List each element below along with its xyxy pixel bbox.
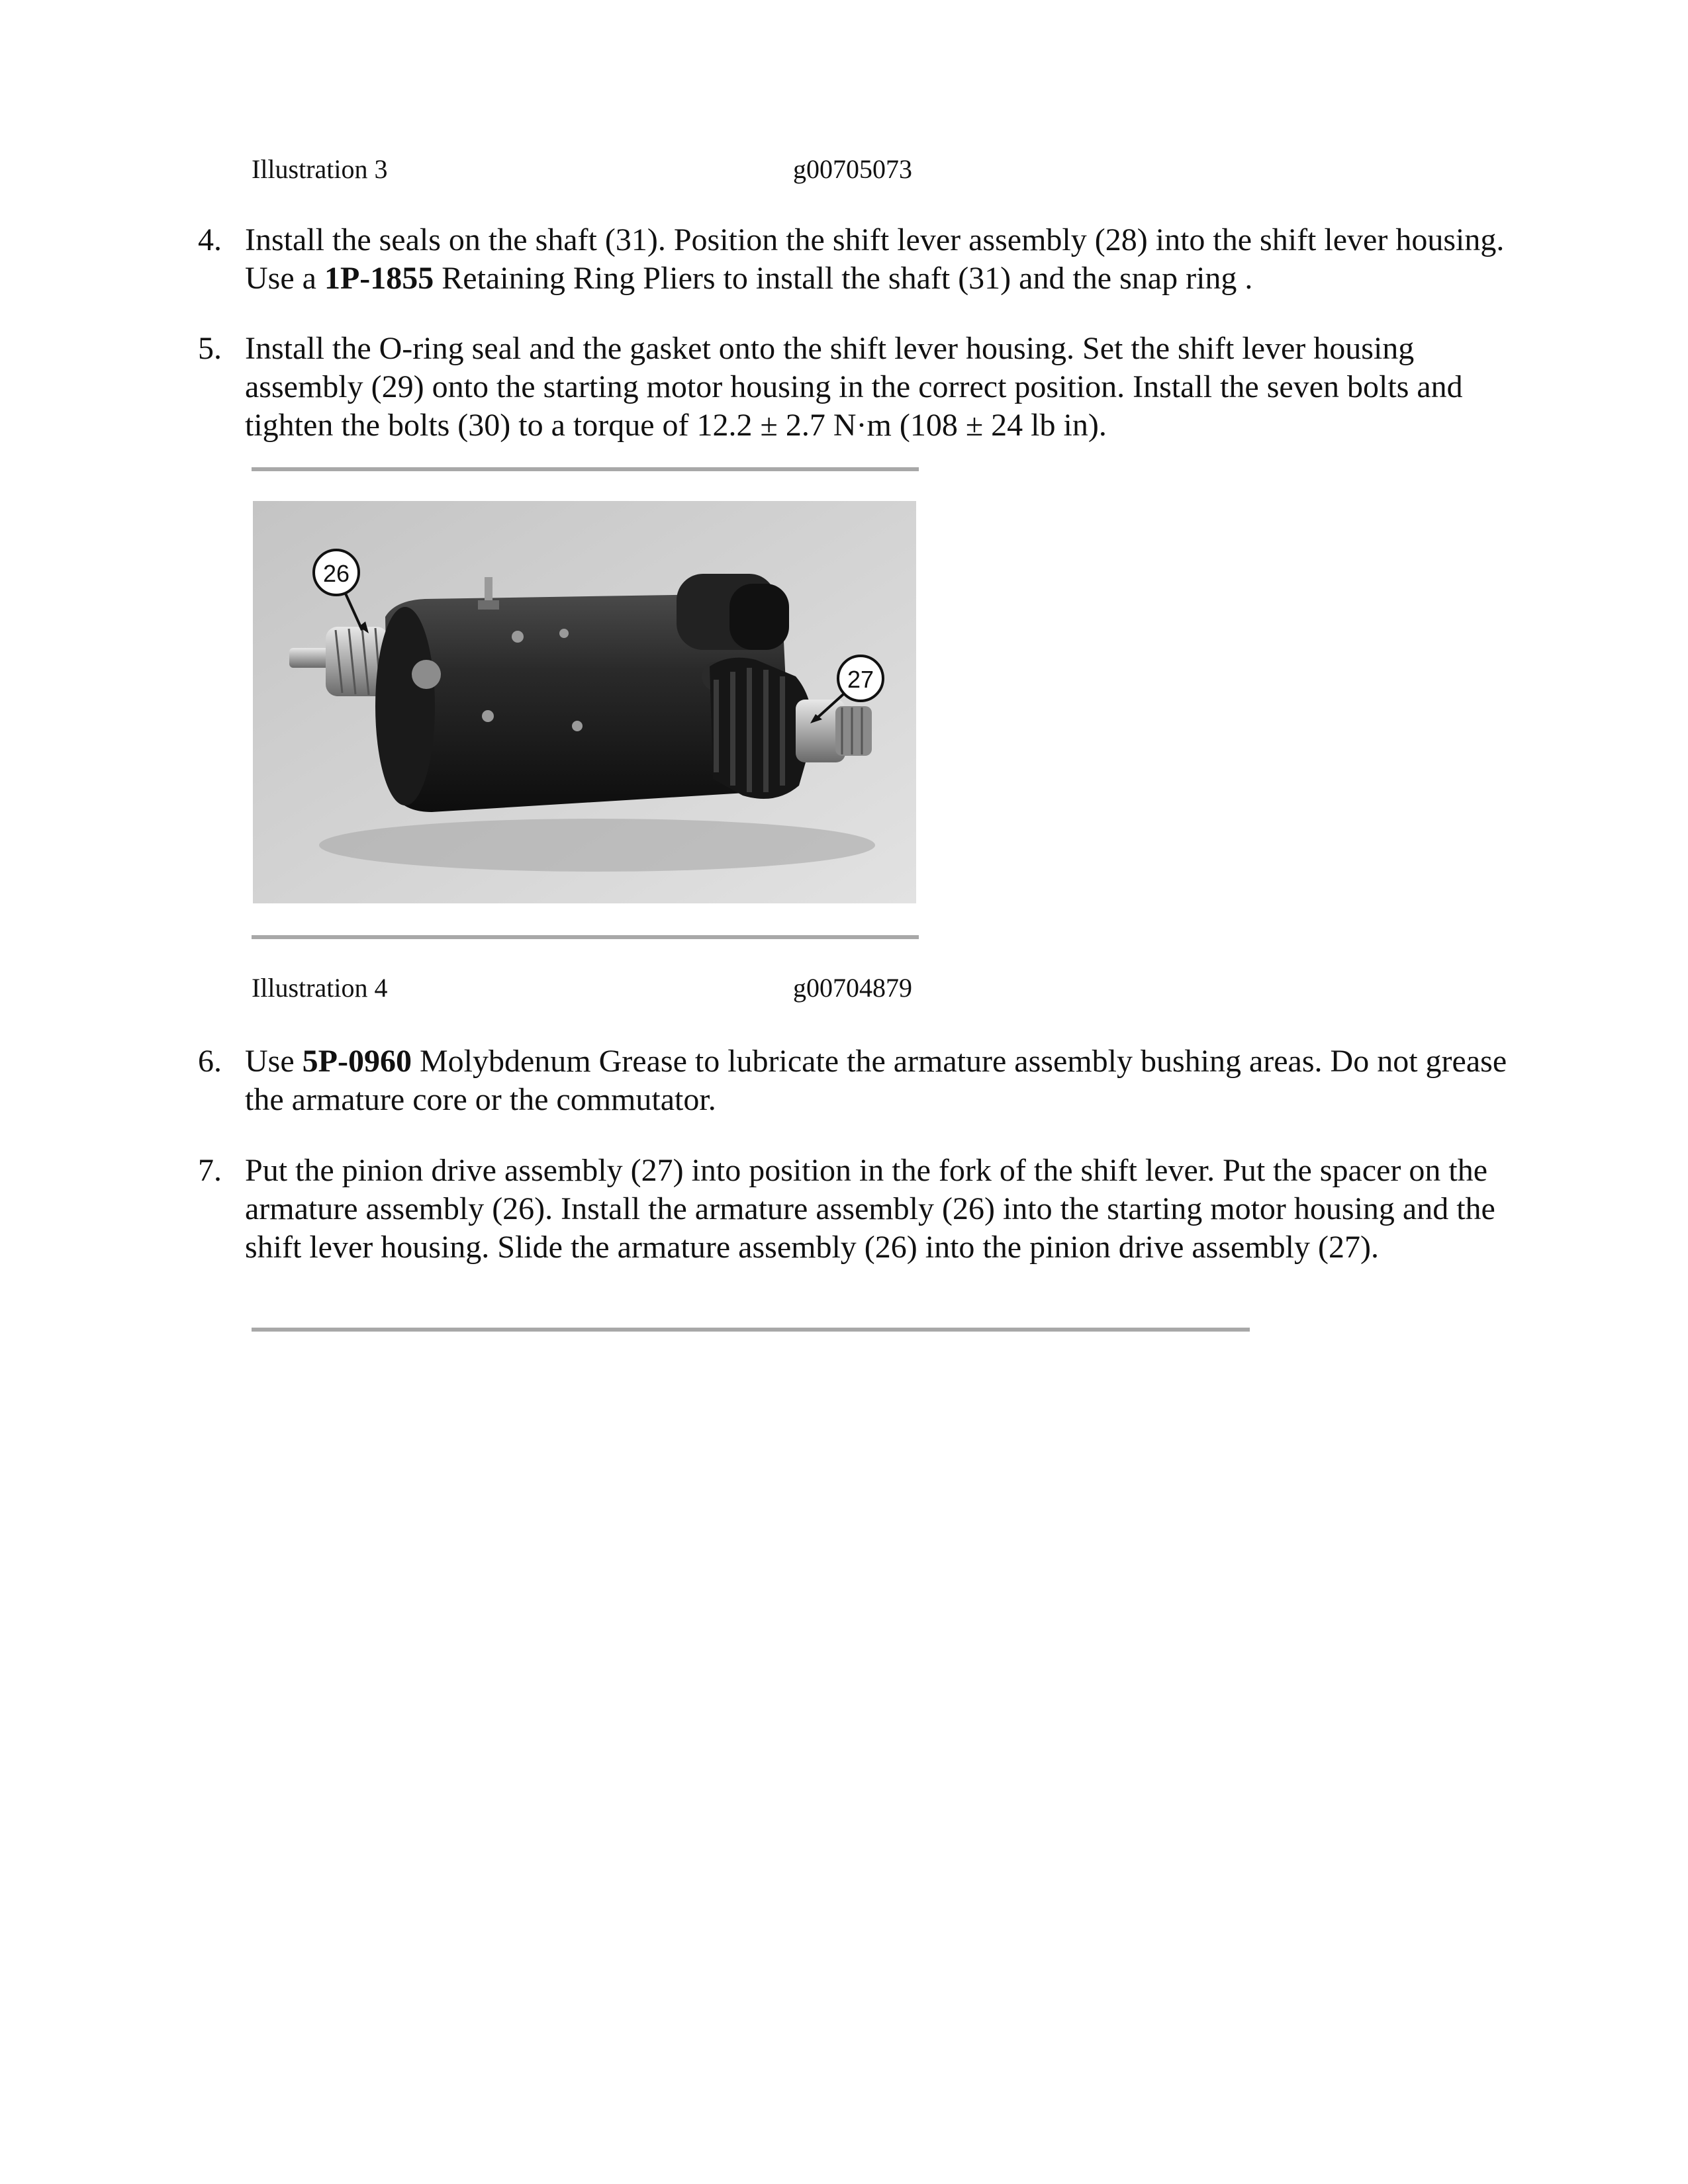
step-5-number: 5. <box>198 331 222 366</box>
step-5 <box>199 330 1509 445</box>
step-6 <box>199 1042 1509 1119</box>
illustration-4-code: g00704879 <box>793 973 912 1003</box>
illustration-3-label: Illustration 3 <box>252 154 388 184</box>
step-4-part-number: 1P-1855 <box>324 261 434 296</box>
illustration-4-top-rule <box>252 467 919 471</box>
pinion-drive <box>796 700 872 762</box>
step-4 <box>199 221 1509 298</box>
illustration-4-label: Illustration 4 <box>252 973 388 1003</box>
step-7-number: 7. <box>198 1153 222 1188</box>
step-6-text-a: Use <box>245 1044 303 1079</box>
step-7-text: Put the pinion drive assembly (27) into position in the fork of the shift lever. Put the spacer on the armature assembly (26). Install the armature assembly (26) into the starting motor housing and the shift lever housing. Slide the armature assembly (26) into the pinion drive assembly (27). <box>245 1153 1495 1265</box>
step-6-part-number: 5P-0960 <box>302 1044 412 1079</box>
callout-26-label: 26 <box>322 560 350 587</box>
step-4-number: 4. <box>198 222 222 257</box>
step-6-text-b: Molybdenum Grease to lubricate the armature assembly bushing areas. Do not grease the armature core or the commutator. <box>245 1044 1507 1117</box>
closing-rule <box>252 1328 1250 1332</box>
callout-27-label: 27 <box>847 666 874 693</box>
step-5-text: Install the O-ring seal and the gasket onto the shift lever housing. Set the shift lever housing assembly (29) onto the starting motor housing in the correct position. Install the seven bolts and tighten the bolts (30) to a torque of 12.2 ± 2.7 N·m (108 ± 24 lb in). <box>245 331 1463 443</box>
illustration-3-code: g00705073 <box>793 154 912 184</box>
starting-motor-photo <box>253 501 916 903</box>
step-4-text-a: Install the seals on the shaft (31). Position the shift lever assembly (28) into the shift lever housing. Use a <box>245 222 1505 296</box>
step-6-number: 6. <box>198 1044 222 1079</box>
step-7 <box>199 1152 1509 1267</box>
step-4-text-b: Retaining Ring Pliers to install the shaft (31) and the snap ring . <box>434 261 1253 296</box>
illustration-4-bottom-rule <box>252 935 919 939</box>
